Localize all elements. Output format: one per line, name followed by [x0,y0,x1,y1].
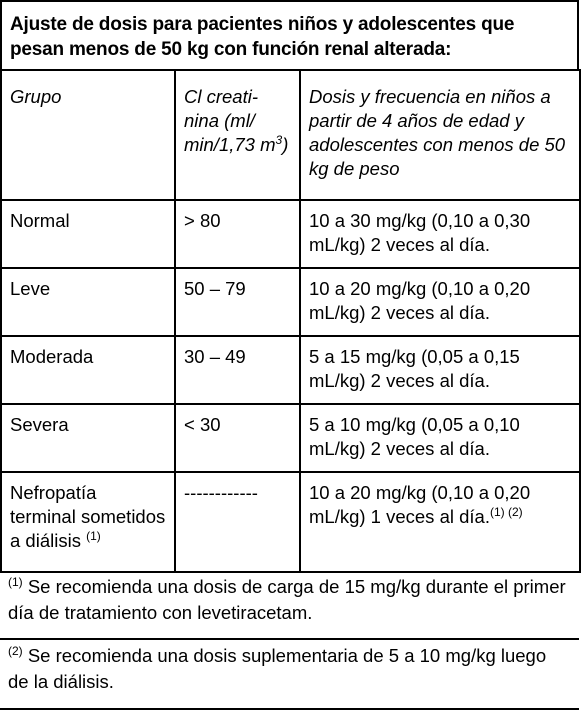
table-row [1,472,580,572]
row-clearance: 50 – 79 [175,268,300,336]
footnote-ref: (1) [86,528,101,543]
row-group: Moderada [1,336,175,404]
table-header-row [1,70,580,200]
footnote-2 [0,640,579,708]
header-clearance: Cl creati-nina (ml/ min/1,73 $m^3$) [175,70,300,200]
row-clearance: < 30 [175,404,300,472]
table-row [1,404,580,472]
header-group: Grupo [1,70,175,200]
header-clearance-superscript: 3 [275,132,283,147]
table-title: Ajuste de dosis para pacientes niños y adolescentes que pesan menos de 50 kg con función renal alterada: [0,0,579,69]
bottom-rule [0,708,579,710]
row-clearance: 30 – 49 [175,336,300,404]
row-dose: 5 a 10 mg/kg (0,05 a 0,10 mL/kg) 2 veces al día. [300,404,580,472]
dosage-table [0,69,581,573]
row-group: Leve [1,268,175,336]
row-dose: 10 a 30 mg/kg (0,10 a 0,30 mL/kg) 2 veces al día. [300,200,580,268]
footnote-marker: (1) [8,574,23,589]
row-dose: 10 a 20 mg/kg (0,10 a 0,20 mL/kg) 1 veces al día.$^{(1) (2)}$ [300,472,580,572]
row-dose: 10 a 20 mg/kg (0,10 a 0,20 mL/kg) 2 veces al día. [300,268,580,336]
header-dose: Dosis y frecuencia en niños a partir de 4 años de edad y adolescentes con menos de 50 kg de peso [300,70,580,200]
row-dose: 5 a 15 mg/kg (0,05 a 0,15 mL/kg) 2 veces al día. [300,336,580,404]
footnote-ref: (1) (2) [489,504,523,519]
row-group: Normal [1,200,175,268]
table-row [1,336,580,404]
footnote-text: Se recomienda una dosis de carga de 15 mg/kg durante el primer día de tratamiento con levetiracetam. [8,576,566,623]
table-row [1,268,580,336]
row-clearance: ------------ [175,472,300,572]
row-group: Nefropatía terminal sometidos a diálisis $^{(1)}$ [1,472,175,572]
table-row [1,200,580,268]
row-clearance: > 80 [175,200,300,268]
row-group: Severa [1,404,175,472]
footnote-marker: (2) [8,643,23,658]
footnote-1 [0,571,579,640]
footnote-text: Se recomienda una dosis suplementaria de 5 a 10 mg/kg luego de la diálisis. [8,645,547,692]
